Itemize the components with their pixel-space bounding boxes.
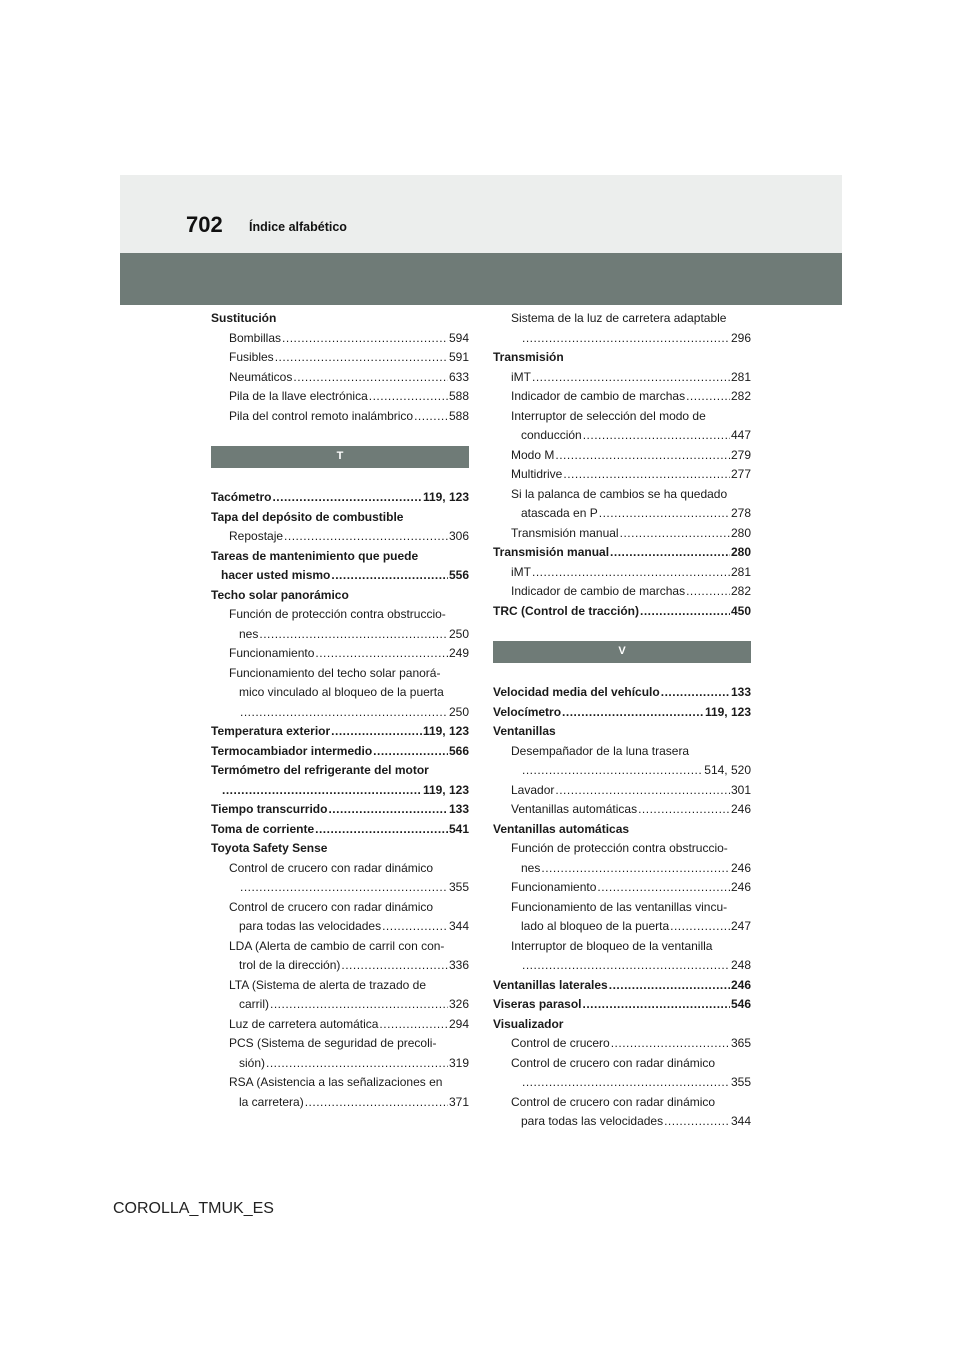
- index-entry-label: Neumáticos: [229, 369, 293, 384]
- index-entry-page: 119, 123: [422, 490, 469, 504]
- index-entry-page: 336: [448, 958, 469, 972]
- index-entry: [211, 839, 469, 859]
- index-block-t-continued: [493, 309, 751, 621]
- index-entry-page: 246: [730, 860, 751, 875]
- index-entry: [493, 937, 751, 957]
- index-entry: [493, 407, 751, 427]
- index-entry-page: 119, 123: [422, 724, 469, 738]
- index-entry: [493, 800, 751, 820]
- index-entry-label: la carretera): [239, 1094, 304, 1109]
- index-entry-label: Tareas de mantenimiento que puede: [211, 548, 419, 563]
- index-entry: [493, 329, 751, 349]
- leader-dots: [597, 878, 730, 898]
- index-entry-page: 280: [730, 525, 751, 540]
- index-entry-page: 588: [448, 389, 469, 403]
- index-entry: [211, 605, 469, 625]
- index-entry-label: Tacómetro: [211, 490, 272, 504]
- leader-dots: [341, 956, 448, 976]
- leader-dots: [610, 543, 730, 563]
- leader-dots: [275, 348, 448, 368]
- index-entry-page: 355: [730, 1075, 751, 1089]
- index-column-left: [211, 309, 469, 1112]
- index-entry-page: 277: [730, 467, 751, 481]
- index-entry-label: Función de protección contra obstruccio-: [229, 607, 446, 621]
- index-entry-page: 249: [448, 646, 469, 660]
- index-entry: [211, 566, 469, 586]
- index-entry-label: Ventanillas automáticas: [511, 802, 638, 816]
- leader-dots: [369, 387, 448, 407]
- index-entry: [493, 1073, 751, 1093]
- index-entry-label: Funcionamiento del techo solar panorá-: [229, 665, 441, 680]
- index-entry-label: Control de crucero con radar dinámico: [511, 1094, 716, 1109]
- index-entry-page: 546: [730, 997, 751, 1011]
- leader-dots: [240, 878, 448, 898]
- index-entry: [493, 878, 751, 898]
- index-entry: [493, 976, 751, 996]
- index-entry-page: 541: [448, 821, 469, 836]
- index-entry-label: Control de crucero: [511, 1036, 610, 1050]
- index-entry-label: Modo M: [511, 447, 555, 462]
- leader-dots: [331, 566, 448, 586]
- index-entry-label: lado al bloqueo de la puerta: [521, 919, 670, 933]
- index-entry: [211, 742, 469, 762]
- index-entry-page: 280: [730, 545, 751, 559]
- index-entry-page: 282: [730, 584, 751, 598]
- index-entry: [211, 664, 469, 684]
- leader-dots: [620, 524, 730, 544]
- index-entry-page: 514, 520: [704, 763, 751, 777]
- index-entry-label: Funcionamiento: [511, 880, 597, 894]
- leader-dots: [522, 956, 730, 976]
- leader-dots: [522, 329, 730, 349]
- index-entry: [211, 820, 469, 840]
- index-entry-page: 371: [448, 1094, 469, 1109]
- letter-heading-t: T: [211, 446, 469, 468]
- index-block-t: [211, 488, 469, 1112]
- index-entry-page: 306: [448, 529, 469, 543]
- index-entry: [493, 582, 751, 602]
- index-entry: [211, 488, 469, 508]
- index-entry: [493, 995, 751, 1015]
- index-entry: [211, 527, 469, 547]
- leader-dots: [583, 426, 730, 446]
- index-entry: [211, 703, 469, 723]
- index-entry: [211, 644, 469, 664]
- leader-dots: [331, 722, 422, 742]
- leader-dots: [609, 976, 730, 996]
- index-entry-label: Ventanillas automáticas: [493, 821, 630, 836]
- index-entry-page: 250: [448, 704, 469, 719]
- leader-dots: [686, 582, 730, 602]
- leader-dots: [272, 488, 421, 508]
- leader-dots: [562, 703, 704, 723]
- index-entry-page: 556: [448, 568, 469, 582]
- index-entry-label: conducción: [521, 428, 582, 442]
- index-entry-label: para todas las velocidades: [239, 919, 382, 933]
- index-entry-page: 633: [448, 369, 469, 384]
- index-entry-label: nes: [239, 626, 259, 641]
- index-entry-label: Tiempo transcurrido: [211, 802, 328, 816]
- index-entry: [493, 348, 751, 368]
- index-entry: [493, 387, 751, 407]
- index-entry-label: Funcionamiento: [229, 646, 315, 660]
- index-entry: [211, 995, 469, 1015]
- index-entry-label: LTA (Sistema de alerta de trazado de: [229, 977, 426, 992]
- index-entry-label: Transmisión manual: [511, 525, 619, 540]
- index-entry-page: 365: [730, 1036, 751, 1050]
- index-entry-page: 447: [730, 428, 751, 442]
- index-entry-label: Transmisión manual: [493, 545, 610, 559]
- index-entry-label: iMT: [511, 564, 531, 579]
- index-entry-page: 246: [730, 977, 751, 992]
- leader-dots: [686, 387, 730, 407]
- section-title: Índice alfabético: [249, 220, 347, 234]
- index-entry: [493, 917, 751, 937]
- index-entry-label: PCS (Sistema de seguridad de precoli-: [229, 1036, 437, 1050]
- index-entry: [493, 742, 751, 762]
- index-entry-label: Indicador de cambio de marchas: [511, 389, 686, 403]
- index-entry-page: 296: [730, 330, 751, 345]
- index-entry: [211, 407, 469, 427]
- index-entry-label: carril): [239, 997, 269, 1011]
- leader-dots: [382, 917, 448, 937]
- leader-dots: [638, 800, 730, 820]
- index-entry: [211, 309, 469, 329]
- index-entry: [211, 722, 469, 742]
- index-entry-label: iMT: [511, 369, 531, 384]
- index-entry-label: Velocidad media del vehículo: [493, 685, 660, 699]
- leader-dots: [541, 859, 730, 879]
- index-entry-page: 281: [730, 564, 751, 579]
- leader-dots: [222, 781, 422, 801]
- index-entry: [211, 586, 469, 606]
- leader-dots: [555, 781, 730, 801]
- leader-dots: [640, 602, 730, 622]
- index-entry-label: Repostaje: [229, 529, 284, 543]
- index-entry: [493, 1034, 751, 1054]
- leader-dots: [532, 563, 730, 583]
- leader-dots: [583, 995, 730, 1015]
- index-entry-page: 591: [448, 350, 469, 364]
- index-entry-page: 119, 123: [422, 782, 469, 797]
- index-entry: [211, 917, 469, 937]
- leader-dots: [670, 917, 730, 937]
- index-entry-label: Indicador de cambio de marchas: [511, 584, 686, 598]
- index-entry: [211, 937, 469, 957]
- index-entry-label: sión): [239, 1055, 266, 1070]
- index-entry-label: Temperatura exterior: [211, 724, 331, 738]
- index-entry-label: Techo solar panorámico: [211, 587, 349, 602]
- index-entry: [493, 426, 751, 446]
- leader-dots: [555, 446, 730, 466]
- index-entry: [211, 547, 469, 567]
- index-entry: [211, 1093, 469, 1113]
- index-entry-label: Luz de carretera automática: [229, 1016, 379, 1031]
- index-entry: [493, 820, 751, 840]
- index-entry: [493, 504, 751, 524]
- index-entry-label: Lavador: [511, 782, 555, 797]
- index-entry: [211, 800, 469, 820]
- index-entry-label: Función de protección contra obstruccio-: [511, 841, 728, 855]
- leader-dots: [240, 703, 448, 723]
- index-entry-page: 279: [730, 447, 751, 462]
- index-entry-page: 247: [730, 919, 751, 933]
- index-entry-label: Ventanillas laterales: [493, 977, 608, 992]
- index-entry-label: atascada en P: [521, 506, 598, 520]
- index-entry-page: 133: [730, 685, 751, 699]
- leader-dots: [315, 644, 448, 664]
- index-entry: [493, 446, 751, 466]
- index-entry-page: 282: [730, 389, 751, 403]
- index-entry-page: 294: [448, 1016, 469, 1031]
- index-entry-page: 344: [448, 919, 469, 933]
- index-entry: [493, 1015, 751, 1035]
- index-entry-label: Bombillas: [229, 330, 282, 345]
- index-column-right: [493, 309, 751, 1132]
- leader-dots: [315, 820, 448, 840]
- index-entry-page: 450: [730, 603, 751, 618]
- index-entry: [211, 1015, 469, 1035]
- index-entry: [211, 878, 469, 898]
- letter-heading-v: V: [493, 641, 751, 663]
- leader-dots: [305, 1093, 448, 1113]
- index-entry-label: RSA (Asistencia a las señalizaciones en: [229, 1075, 443, 1089]
- index-entry-label: Tapa del depósito de combustible: [211, 509, 404, 524]
- index-entry: [493, 761, 751, 781]
- leader-dots: [522, 1073, 730, 1093]
- index-entry: [211, 329, 469, 349]
- index-entry-page: 248: [730, 958, 751, 972]
- index-entry-page: 319: [448, 1055, 469, 1070]
- leader-dots: [259, 625, 448, 645]
- index-entry-page: 246: [730, 880, 751, 894]
- index-entry: [211, 625, 469, 645]
- index-entry-label: Ventanillas: [493, 724, 556, 738]
- index-entry-label: Pila de la llave electrónica: [229, 389, 368, 403]
- index-entry-label: trol de la dirección): [239, 958, 341, 972]
- index-entry-label: Pila del control remoto inalámbrico: [229, 408, 414, 423]
- index-entry: [493, 956, 751, 976]
- index-entry-label: Interruptor de bloqueo de la ventanilla: [511, 938, 713, 953]
- index-entry: [493, 465, 751, 485]
- document-code: COROLLA_TMUK_ES: [113, 1200, 274, 1217]
- index-entry: [493, 859, 751, 879]
- leader-dots: [293, 368, 448, 388]
- index-entry-label: Sustitución: [211, 311, 277, 325]
- leader-dots: [414, 407, 448, 427]
- index-entry-label: Interruptor de selección del modo de: [511, 408, 706, 423]
- index-entry-label: Fusibles: [229, 350, 274, 364]
- leader-dots: [328, 800, 448, 820]
- index-entry: [493, 703, 751, 723]
- index-entry-label: Funcionamiento de las ventanillas vincu-: [511, 899, 728, 914]
- index-entry: [211, 1054, 469, 1074]
- leader-dots: [266, 1054, 448, 1074]
- index-entry-page: 355: [448, 880, 469, 894]
- leader-dots: [284, 527, 448, 547]
- index-entry: [493, 602, 751, 622]
- index-entry: [211, 508, 469, 528]
- index-entry: [211, 898, 469, 918]
- page-number: 702: [186, 212, 223, 237]
- index-entry: [493, 1112, 751, 1132]
- index-entry: [211, 387, 469, 407]
- index-entry-label: Toyota Safety Sense: [211, 841, 328, 855]
- index-entry-label: Desempañador de la luna trasera: [511, 743, 690, 758]
- index-entry-label: LDA (Alerta de cambio de carril con con-: [229, 938, 445, 953]
- leader-dots: [522, 761, 703, 781]
- index-entry-page: 326: [448, 997, 469, 1011]
- leader-dots: [563, 465, 730, 485]
- index-entry: [493, 781, 751, 801]
- index-entry-label: Termocambiador intermedio: [211, 743, 373, 758]
- index-entry: [211, 976, 469, 996]
- leader-dots: [599, 504, 730, 524]
- index-entry-label: Transmisión: [493, 350, 564, 364]
- index-entry-label: mico vinculado al bloqueo de la puerta: [239, 685, 444, 699]
- index-entry-page: 344: [730, 1114, 751, 1128]
- index-entry: [493, 368, 751, 388]
- index-entry-label: Control de crucero con radar dinámico: [229, 860, 434, 875]
- leader-dots: [532, 368, 730, 388]
- index-entry-page: 278: [730, 506, 751, 520]
- index-entry-page: 281: [730, 369, 751, 384]
- index-entry-label: Termómetro del refrigerante del motor: [211, 763, 429, 777]
- index-entry-label: Sistema de la luz de carretera adaptable: [511, 311, 727, 325]
- index-block-s: [211, 309, 469, 426]
- index-entry-label: Control de crucero con radar dinámico: [229, 899, 434, 914]
- index-entry: [493, 683, 751, 703]
- index-entry-page: 594: [448, 330, 469, 345]
- index-entry-label: Velocímetro: [493, 704, 562, 719]
- index-entry: [493, 543, 751, 563]
- leader-dots: [664, 1112, 730, 1132]
- index-entry: [493, 898, 751, 918]
- index-entry-label: para todas las velocidades: [521, 1114, 664, 1128]
- index-entry-label: nes: [521, 860, 541, 875]
- index-entry: [211, 761, 469, 781]
- index-entry-label: Viseras parasol: [493, 997, 582, 1011]
- leader-dots: [661, 683, 730, 703]
- index-entry: [211, 956, 469, 976]
- index-entry-label: Multidrive: [511, 467, 563, 481]
- index-entry-page: 250: [448, 626, 469, 641]
- leader-dots: [611, 1034, 730, 1054]
- index-entry-page: 301: [730, 782, 751, 797]
- index-entry: [493, 309, 751, 329]
- header-dark-strip: [120, 253, 842, 305]
- leader-dots: [270, 995, 448, 1015]
- index-entry-label: hacer usted mismo: [221, 568, 331, 582]
- index-block-v: [493, 683, 751, 1132]
- index-entry: [493, 1093, 751, 1113]
- index-entry: [493, 839, 751, 859]
- index-entry-page: 133: [448, 802, 469, 816]
- index-entry-page: 588: [448, 408, 469, 423]
- index-entry: [211, 1073, 469, 1093]
- index-entry: [211, 859, 469, 879]
- index-entry: [211, 683, 469, 703]
- index-entry: [211, 1034, 469, 1054]
- index-entry-label: Control de crucero con radar dinámico: [511, 1055, 716, 1070]
- index-entry-page: 566: [448, 743, 469, 758]
- index-entry-label: Visualizador: [493, 1016, 564, 1031]
- index-entry-label: TRC (Control de tracción): [493, 603, 639, 618]
- index-entry-label: Toma de corriente: [211, 821, 315, 836]
- index-entry: [211, 781, 469, 801]
- index-entry: [493, 524, 751, 544]
- index-entry: [493, 1054, 751, 1074]
- leader-dots: [379, 1015, 448, 1035]
- leader-dots: [373, 742, 448, 762]
- index-entry-page: 246: [730, 802, 751, 816]
- index-entry-label: Si la palanca de cambios se ha quedado: [511, 486, 728, 501]
- index-entry: [493, 722, 751, 742]
- index-entry: [493, 485, 751, 505]
- index-entry-page: 119, 123: [704, 704, 751, 719]
- index-entry: [211, 368, 469, 388]
- leader-dots: [282, 329, 448, 349]
- index-entry: [493, 563, 751, 583]
- index-entry: [211, 348, 469, 368]
